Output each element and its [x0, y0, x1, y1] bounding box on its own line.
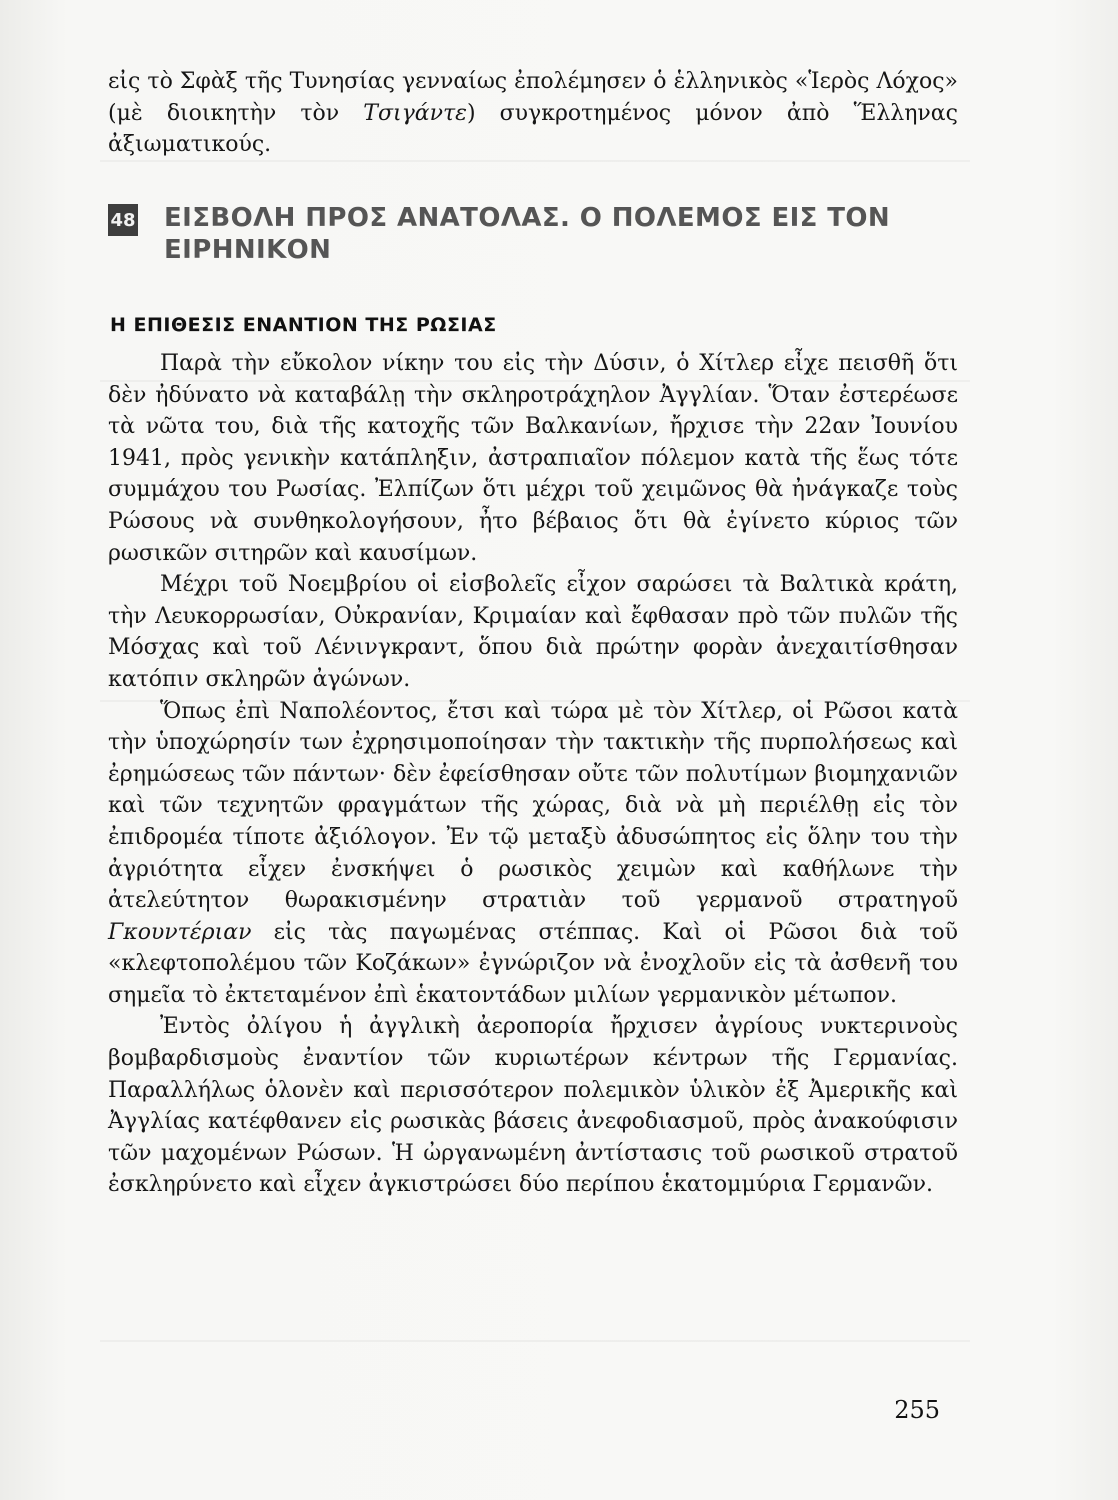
section-title: ΕΙΣΒΟΛΗ ΠΡΟΣ ΑΝΑΤΟΛΑΣ. Ο ΠΟΛΕΜΟΣ ΕΙΣ ΤΟΝ ΕΙΡΗΝΙΚΟΝ	[164, 203, 891, 265]
intro-text-part2: ) συγκροτημένος μόνον ἀπὸ Ἕλληνας ἀξιωματικούς.	[108, 100, 958, 158]
page-number: 255	[894, 1396, 940, 1424]
intro-text-italic: Τσιγάντε	[363, 100, 467, 126]
paragraph-3-part2: εἰς τὰς παγωμένας στέππας. Καὶ οἱ Ρῶσοι διὰ τοῦ «κλεφτοπολέμου τῶν Κοζάκων» ἐγνώριζον νὰ ἐνοχλοῦν εἰς τὰ ἀσθενῆ του σημεῖα τὸ ἐκτεταμένον ἐπὶ ἑκατοντάδων μιλίων γερμανικὸν μέτωπον.	[108, 919, 958, 1008]
intro-text	[108, 66, 958, 161]
bleed-through-line	[100, 1340, 970, 1342]
body-text	[108, 348, 958, 1201]
section-number-badge: 48	[108, 204, 138, 236]
intro-text-part1: εἰς τὸ Σφὰξ τῆς Τυνησίας γενναίως ἐπολέμησεν ὁ ἑλληνικὸς «Ἱερὸς Λόχος» (μὲ διοικητὴν τὸν	[108, 69, 958, 126]
paragraph-3-part1: Ὅπως ἐπὶ Ναπολέοντος, ἔτσι καὶ τώρα μὲ τὸν Χίτλερ, οἱ Ρῶσοι κατὰ τὴν ὑποχώρησίν των ἐχρησιμοποίησαν τὴν τακτικὴν τῆς πυρπολήσεως καὶ ἐρημώσεως τῶν πάντων· δὲν ἐφείσθησαν οὔτε τῶν πολυτίμων βιομηχανιῶν καὶ τῶν τεχνητῶν φραγμάτων τῆς χώρας, διὰ νὰ μὴ περιέλθῃ εἰς τὸν ἐπιδρομέα τίποτε ἀξιόλογον. Ἐν τῷ μεταξὺ ἀδυσώπητος εἰς ὅλην του τὴν ἀγριότητα εἶχεν ἐνσκήψει ὁ ρωσικὸς χειμὼν καὶ καθήλωνε τὴν ἀτελεύτητον θωρακισμένην στρατιὰν τοῦ γερμανοῦ στρατηγοῦ	[108, 698, 958, 914]
paragraph-3	[108, 696, 958, 1012]
paragraph-3-italic: Γκουντέριαν	[108, 919, 252, 945]
paragraph-2: Μέχρι τοῦ Νοεμβρίου οἱ εἰσβολεῖς εἶχον σαρώσει τὰ Βαλτικὰ κράτη, τὴν Λευκορρωσίαν, Οὐκρανίαν, Κριμαίαν καὶ ἔφθασαν πρὸ τῶν πυλῶν τῆς Μόσχας καὶ τοῦ Λένινγκραντ, ὅπου διὰ πρώτην φορὰν ἀνεχαιτίσθησαν κατόπιν σκληρῶν ἀγώνων.	[108, 572, 958, 692]
subheading: Η ΕΠΙΘΕΣΙΣ ΕΝΑΝΤΙΟΝ ΤΗΣ ΡΩΣΙΑΣ	[110, 314, 497, 336]
paragraph-1: Παρὰ τὴν εὔκολον νίκην του εἰς τὴν Δύσιν, ὁ Χίτλερ εἶχε πεισθῆ ὅτι δὲν ἠδύνατο νὰ καταβάλῃ τὴν σκληροτράχηλον Ἀγγλίαν. Ὅταν ἐστερέωσε τὰ νῶτα του, διὰ τῆς κατοχῆς τῶν Βαλκανίων, ἤρχισε τὴν 22αν Ἰουνίου 1941, πρὸς γενικὴν κατάπληξιν, ἀστραπιαῖον πόλεμον κατὰ τῆς ἕως τότε συμμάχου του Ρωσίας. Ἐλπίζων ὅτι μέχρι τοῦ χειμῶνος θὰ ἠνάγκαζε τοὺς Ρώσους νὰ συνθηκολογήσουν, ἦτο βέβαιος ὅτι θὰ ἐγίνετο κύριος τῶν ρωσικῶν σιτηρῶν καὶ καυσίμων.	[108, 351, 958, 566]
section-heading	[108, 202, 968, 266]
intro-paragraph	[108, 66, 958, 161]
paragraph-4: Ἐντὸς ὀλίγου ἡ ἀγγλικὴ ἀεροπορία ἤρχισεν ἀγρίους νυκτερινοὺς βομβαρδισμοὺς ἐναντίον τῶν κυριωτέρων κέντρων τῆς Γερμανίας. Παραλλήλως ὁλονὲν καὶ περισσότερον πολεμικὸν ὑλικὸν ἐξ Ἀμερικῆς καὶ Ἀγγλίας κατέφθανεν εἰς ρωσικὰς βάσεις ἀνεφοδιασμοῦ, πρὸς ἀνακούφισιν τῶν μαχομένων Ρώσων. Ἡ ὠργανωμένη ἀντίστασις τοῦ ρωσικοῦ στρατοῦ ἐσκληρύνετο καὶ εἶχεν ἀγκιστρώσει δύο περίπου ἑκατομμύρια Γερμανῶν.	[108, 1014, 958, 1198]
